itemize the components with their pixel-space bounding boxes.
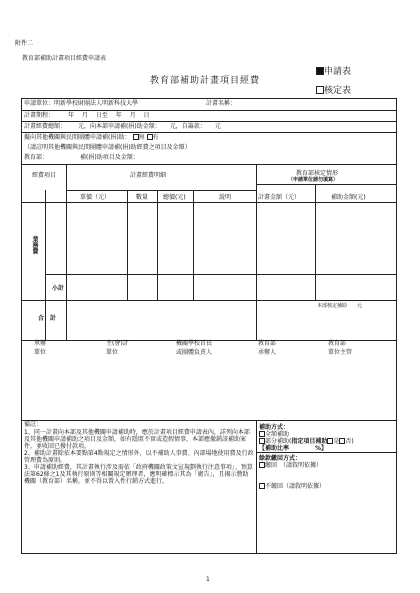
subsidy-method bbox=[259, 424, 397, 452]
other-apply-label: 擬向其他機關與民間團體申請補(捐)助： bbox=[24, 134, 131, 141]
moe-text: 補(捐)助項目及金額： bbox=[80, 154, 139, 161]
period-value: 年 月 日至 年 月 日 bbox=[68, 112, 150, 119]
sig-head-label: 機關學校首長 bbox=[176, 340, 213, 347]
total-value: 元，向本部申請補(捐)助金額： 元，自籌款： 元 bbox=[78, 123, 221, 130]
option-approve[interactable] bbox=[316, 86, 351, 97]
sig-moe-organizer bbox=[258, 339, 276, 357]
note-item-2: 2、補助計畫除依本要點第4點規定之情形外，以不補助人事費、內部場地使用費及行政管理費為原則。 bbox=[24, 450, 254, 464]
sig-director-label: 主(會)計 bbox=[106, 340, 129, 347]
moe-row bbox=[24, 154, 139, 161]
col-moe-header: 教育部核定情形 bbox=[296, 170, 339, 177]
ratio-label: 補助比率 bbox=[265, 445, 290, 452]
form-title: 教育部補助計畫項目經費 bbox=[150, 76, 261, 86]
recovery-no-return-label: 不繳回（請敘明依據） bbox=[265, 483, 326, 490]
sig-moe-organizer-label2: 承辦人 bbox=[258, 349, 277, 356]
sig-organizer bbox=[34, 339, 46, 357]
sub-plan-amount: 計畫金額（元） bbox=[258, 194, 301, 201]
note-item-1: 1、同一計畫向本部及其他機關申請補助時，應於計畫項目經費申請表內，詳列向本部及其他機關申請補助之項目及金額，如有隱匿不實或造假情事，本部應撤銷該補助案件，並收回已撥付款項。 bbox=[24, 429, 250, 450]
subsidy-partial-end: ) bbox=[351, 438, 354, 445]
unit-price-cell[interactable] bbox=[67, 203, 126, 273]
applicant-row bbox=[24, 100, 138, 107]
approved-amount: 本部核定補助 元 bbox=[317, 303, 363, 309]
approve-checkbox[interactable] bbox=[316, 86, 324, 94]
subtotal-label: 小計 bbox=[52, 285, 65, 292]
sig-director-unit: 單位 bbox=[106, 349, 119, 356]
sub-qty: 數量 bbox=[136, 194, 149, 201]
plan-name-label: 計畫名稱： bbox=[206, 100, 237, 107]
col-detail-header: 計畫經費明細 bbox=[130, 172, 167, 179]
ratio-close: 】 bbox=[321, 445, 328, 452]
total-price-cell[interactable] bbox=[158, 203, 192, 273]
other-apply-yes-label: 有 bbox=[152, 134, 159, 141]
recovery-method bbox=[259, 455, 397, 490]
sig-moe-chief bbox=[328, 339, 352, 357]
notes-title: 備註： bbox=[24, 421, 43, 428]
sig-moe-chief-label2: 單位主管 bbox=[328, 349, 353, 356]
sig-head-label2: 或團體負責人 bbox=[176, 349, 213, 356]
total-label: 計畫經費總額： bbox=[24, 123, 67, 130]
period-label: 計畫期程： bbox=[24, 112, 55, 119]
plan-name-row[interactable] bbox=[206, 100, 236, 107]
qty-cell[interactable] bbox=[128, 203, 156, 273]
applicant-label: 申請單位： bbox=[24, 100, 55, 107]
recovery-title: 餘款繳回方式： bbox=[259, 455, 302, 462]
option-apply[interactable] bbox=[316, 67, 351, 78]
sub-unit-price: 單價（元） bbox=[80, 194, 111, 201]
subsidy-title: 補助方式： bbox=[259, 424, 290, 431]
form-subtitle: 教育部補助計畫項目經費申請表 bbox=[22, 55, 107, 62]
ratio-pct: % bbox=[315, 445, 322, 452]
note-item-3: 3、申請補助經費，其計畫執行涉及需依「政府機關政策文宣規劃執行注意事項」、預算法第62條之1及其執行原則等相關規定辦理者，應明確標示其為「廣告」，且揭示贊助機關（教育部）名稱，並不得以置入性行銷方式進行。 bbox=[24, 464, 253, 485]
sig-organizer-unit: 單位 bbox=[34, 349, 47, 356]
sig-organizer-label: 承辦 bbox=[34, 340, 47, 347]
applicant-value: 明新學校財團法人明新科技大學 bbox=[54, 100, 139, 107]
section-business: 業務費 bbox=[31, 236, 38, 254]
other-apply-none-label: 無 bbox=[138, 134, 145, 141]
apply-checkbox[interactable] bbox=[316, 67, 324, 75]
notes-block bbox=[24, 421, 254, 485]
ratio-open: 【 bbox=[259, 445, 266, 452]
sub-desc: 說明 bbox=[219, 194, 232, 201]
other-apply-row bbox=[24, 134, 159, 141]
attachment-label: 附件二 bbox=[15, 40, 34, 47]
subsidy-partial-bold: 指定項目補助 bbox=[291, 438, 328, 445]
option-approve-label: 核定表 bbox=[324, 86, 352, 96]
total-row[interactable] bbox=[24, 123, 221, 130]
other-apply-note: （請註明其他機關與民間團體申請補(捐)助經費之項目及金額） bbox=[24, 144, 191, 151]
period-row[interactable] bbox=[24, 112, 150, 119]
total-label-cell: 合 計 bbox=[38, 315, 57, 322]
col-moe-note: （申請單位請勿填寫） bbox=[288, 177, 339, 183]
sub-total-price: 總價(元) bbox=[163, 194, 186, 201]
subsidy-yes-label: 是 bbox=[333, 438, 340, 445]
recovery-return-label: 繳回 （請敘明依據） bbox=[265, 462, 323, 469]
subsidy-partial-label: 部分補助( bbox=[265, 438, 292, 445]
desc-cell[interactable] bbox=[194, 203, 255, 273]
sig-head bbox=[176, 339, 212, 357]
sig-director bbox=[106, 339, 129, 357]
sig-moe-chief-label: 教育部 bbox=[328, 340, 347, 347]
option-apply-label: 申請表 bbox=[324, 67, 352, 77]
moe-label: 教育部： bbox=[24, 154, 49, 161]
subsidy-full-label: 全額補助 bbox=[265, 431, 290, 438]
subsidy-no-label: 否 bbox=[345, 438, 352, 445]
page-number: 1 bbox=[206, 576, 210, 583]
col-item-header: 經費項目 bbox=[32, 172, 57, 179]
sig-moe-organizer-label: 教育部 bbox=[258, 340, 277, 347]
sub-subsidy-amount: 補助金額(元) bbox=[331, 194, 366, 201]
